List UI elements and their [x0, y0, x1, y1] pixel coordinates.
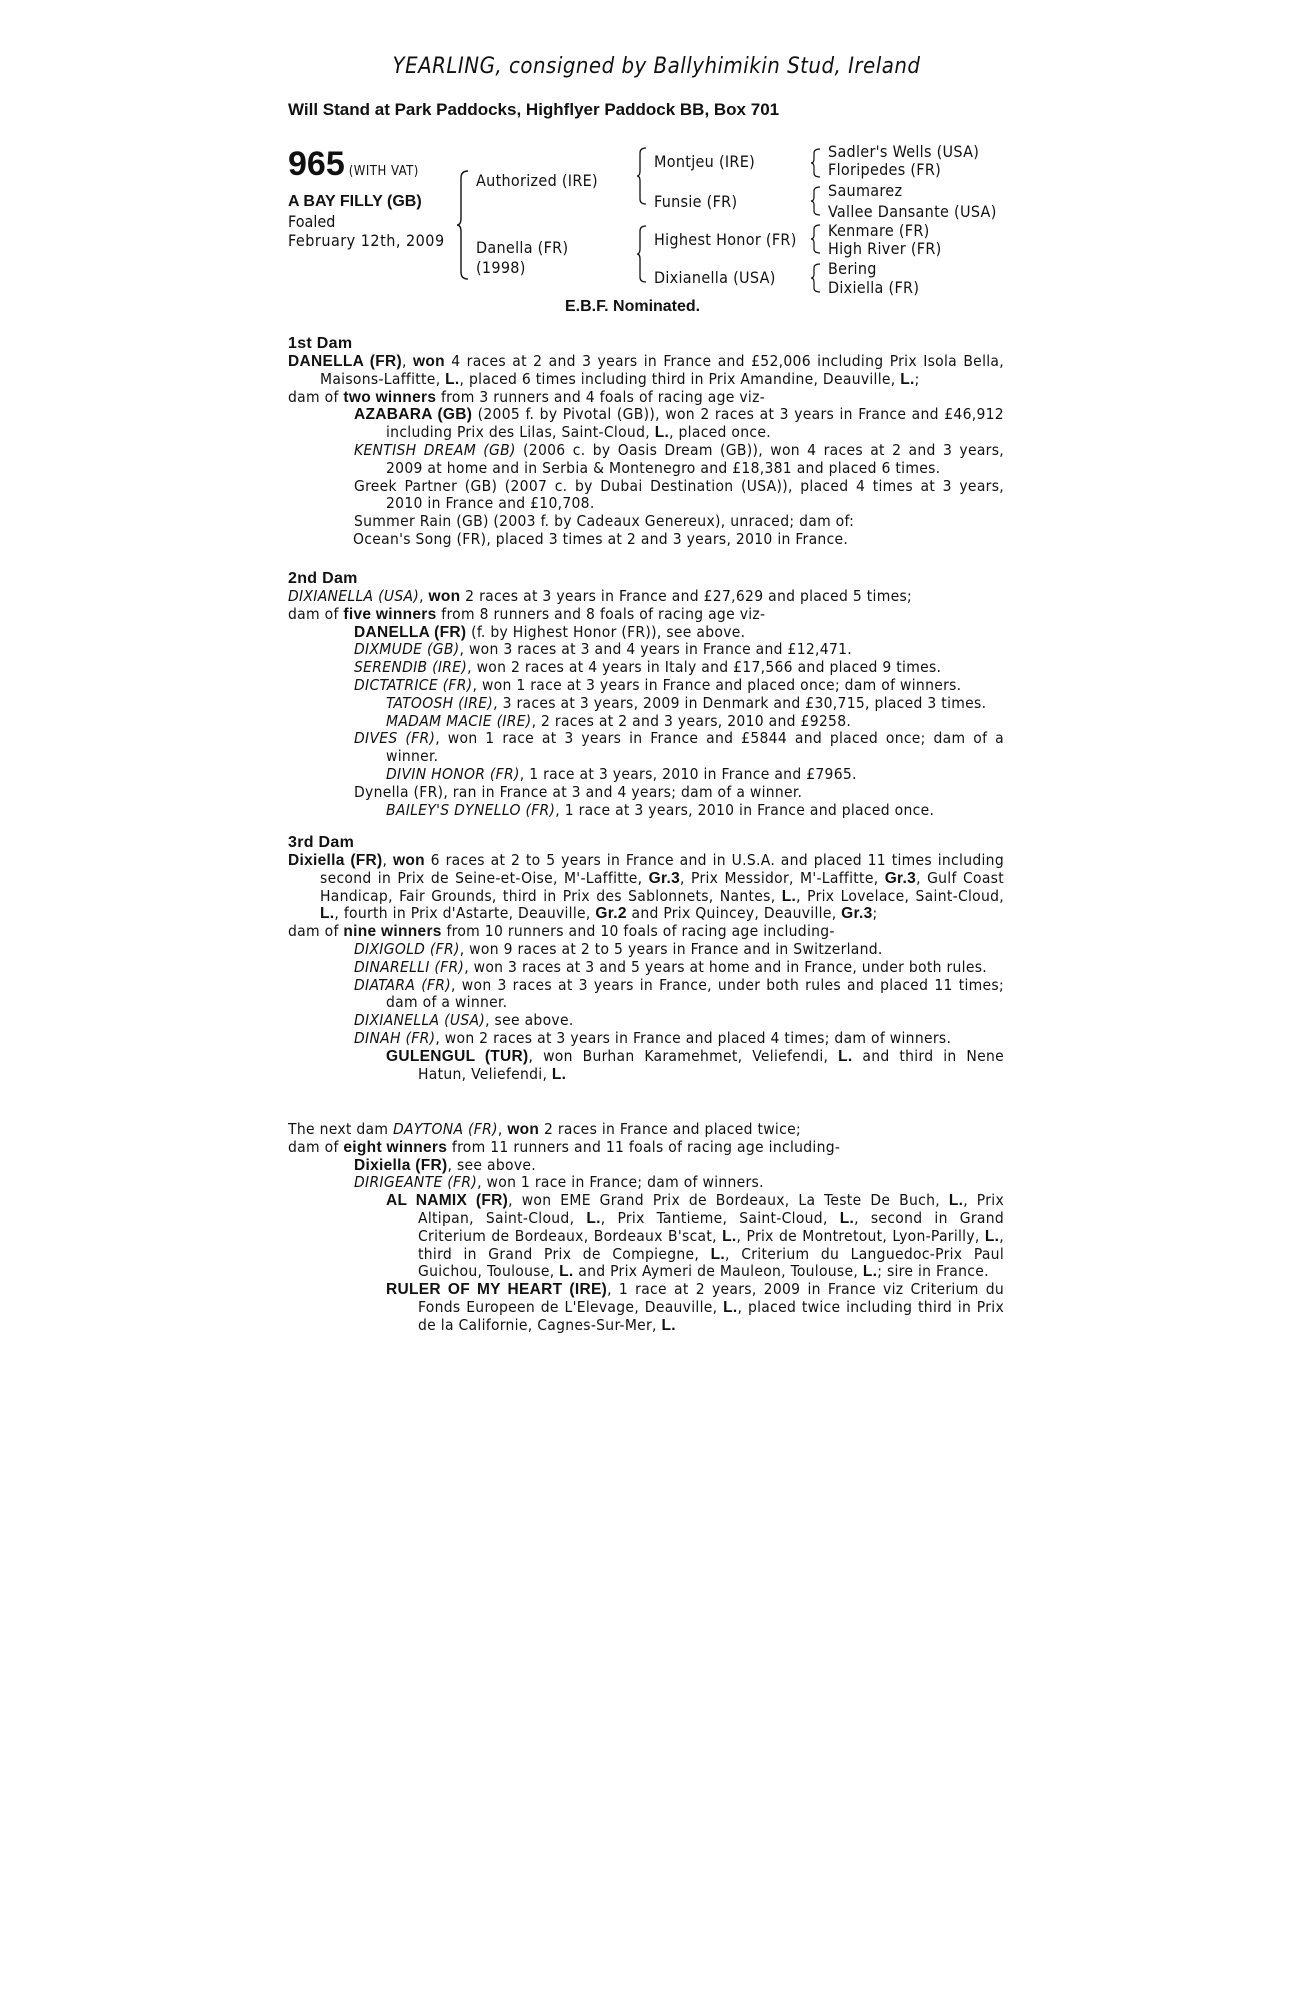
first-dam-title: 1st Dam [288, 335, 353, 352]
third-dam-produce-intro: dam of nine winners from 10 runners and 10 foals of racing age including- [288, 922, 835, 941]
third-dam-summary: Dixiella (FR), won 6 races at 2 to 5 years in France and in U.S.A. and placed 11 times including second in Prix de Seine-et-Oise, M'-Laffitte, Gr.3, Prix Messidor, M'-Laffitte, Gr.3, Gulf Coast Handicap, Fair Grounds, third in Prix des Sablonnets, Nantes, L., Prix Lovelace, Saint-Cloud, L., fourth in Prix d'Astarte, Deauville, Gr.2 and Prix Quincey, Deauville, Gr.3; [288, 851, 1005, 923]
pedigree-dam: Danella (FR) [476, 238, 569, 257]
produce-entry: DIXMUDE (GB), won 3 races at 3 and 4 years in France and £12,471. [354, 640, 853, 659]
pedigree-dam-year: (1998) [476, 258, 526, 277]
second-dam-title: 2nd Dam [288, 570, 358, 587]
second-dam-summary: DIXIANELLA (USA), won 2 races at 3 years in France and £27,629 and placed 5 times; [288, 587, 913, 605]
pedigree-dsd: High River (FR) [828, 239, 942, 258]
produce-sub-entry: GULENGUL (TUR), won Burhan Karamehmet, Veliefendi, L. and third in Nene Hatun, Veliefendi, L. [386, 1046, 1004, 1083]
produce-sub-entry: Ocean's Song (FR), placed 3 times at 2 and 3 years, 2010 in France. [353, 529, 849, 548]
produce-entry: DIXIGOLD (FR), won 9 races at 2 to 5 years in France and in Switzerland. [354, 939, 883, 958]
pedigree-ddd: Dixiella (FR) [828, 278, 920, 297]
produce-sub-entry: DIVIN HONOR (FR), 1 race at 3 years, 2010 in France and £7965. [386, 764, 857, 783]
pedigree-brace-dam [636, 225, 648, 283]
pedigree-brace-ss [810, 148, 822, 178]
third-dam-title: 3rd Dam [288, 834, 355, 851]
stand-location: Will Stand at Park Paddocks, Highflyer Paddock BB, Box 701 [288, 100, 780, 119]
second-dam-produce-intro: dam of five winners from 8 runners and 8 foals of racing age viz- [288, 604, 766, 623]
horse-name-ref: DANELLA (FR) [288, 353, 402, 370]
pedigree-brace-main [456, 170, 470, 280]
lot-number-block [288, 145, 419, 184]
foaled-label: Foaled [288, 212, 336, 231]
first-dam-summary: DANELLA (FR), won 4 races at 2 and 3 years in France and £52,006 including Prix Isola Bella, Maisons-Laffitte, L., placed 6 times including third in Prix Amandine, Deauville, L.; [288, 352, 1004, 388]
pedigree-brace-dd [810, 263, 822, 293]
produce-sub-entry: MADAM MACIE (IRE), 2 races at 2 and 3 years, 2010 and £9258. [386, 711, 852, 730]
third-dam-section [288, 834, 1004, 1083]
lot-number: 965 [288, 145, 345, 183]
produce-entry: DIRIGEANTE (FR), won 1 race in France; dam of winners. [354, 1173, 764, 1192]
produce-entry: DINAH (FR), won 2 races at 3 years in France and placed 4 times; dam of winners. [354, 1028, 952, 1047]
produce-sub-entry: RULER OF MY HEART (IRE), 1 race at 2 years, 2009 in France viz Criterium du Fonds Europeen de L'Elevage, Deauville, L., placed twice including third in Prix de la Californie, Cagnes-Sur-Mer, L. [386, 1280, 1005, 1334]
produce-entry: DANELLA (FR) (f. by Highest Honor (FR)), see above. [354, 622, 746, 641]
pedigree-sire: Authorized (IRE) [476, 171, 598, 190]
first-dam-produce-intro: dam of two winners from 3 runners and 4 foals of racing age viz- [288, 387, 766, 406]
produce-entry: DIATARA (FR), won 3 races at 3 years in France, under both rules and placed 11 times; dam of a winner. [354, 975, 1004, 1012]
pedigree-dss: Kenmare (FR) [828, 221, 930, 240]
vat-label: (WITH VAT) [348, 164, 419, 179]
foaled-date: February 12th, 2009 [288, 231, 445, 250]
produce-entry: AZABARA (GB) (2005 f. by Pivotal (GB)), won 2 races at 3 years in France and £46,912 including Prix des Lilas, Saint-Cloud, L., placed once. [354, 405, 1004, 442]
pedigree-sire-dam: Funsie (FR) [654, 192, 738, 211]
pedigree-dam-sire: Highest Honor (FR) [654, 230, 797, 249]
horse-name: A BAY FILLY (GB) [288, 193, 422, 210]
second-dam-section [288, 570, 1004, 819]
produce-entry: Greek Partner (GB) (2007 c. by Dubai Destination (USA)), placed 4 times at 3 years, 2010 in France and £10,708. [354, 476, 1004, 513]
produce-entry: SERENDIB (IRE), won 2 races at 4 years in Italy and £17,566 and placed 9 times. [354, 658, 942, 677]
next-dam-produce-intro: dam of eight winners from 11 runners and 11 foals of racing age including- [288, 1137, 841, 1156]
produce-entry: DIXIANELLA (USA), see above. [354, 1011, 574, 1030]
pedigree-sdd: Vallee Dansante (USA) [828, 202, 997, 221]
page-header: YEARLING, consigned by Ballyhimikin Stud, Ireland [392, 54, 921, 79]
produce-entry: DICTATRICE (FR), won 1 race at 3 years in France and placed once; dam of winners. [354, 675, 962, 694]
pedigree-brace-sd [810, 186, 822, 216]
pedigree-brace-ds [810, 224, 822, 254]
pedigree-ssd: Floripedes (FR) [828, 160, 942, 179]
produce-entry: Dynella (FR), ran in France at 3 and 4 years; dam of a winner. [354, 782, 803, 801]
pedigree-sds: Saumarez [828, 181, 903, 200]
produce-entry: DIVES (FR), won 1 race at 3 years in France and £5844 and placed once; dam of a winner. [354, 729, 1004, 766]
first-dam-section [288, 335, 1004, 549]
produce-sub-entry: TATOOSH (IRE), 3 races at 3 years, 2009 in Denmark and £30,715, placed 3 times. [386, 693, 987, 712]
produce-entry: Summer Rain (GB) (2003 f. by Cadeaux Genereux), unraced; dam of: [354, 512, 855, 531]
produce-sub-entry: AL NAMIX (FR), won EME Grand Prix de Bordeaux, La Teste De Buch, L., Prix Altipan, Saint-Cloud, L., Prix Tantieme, Saint-Cloud, L., second in Grand Criterium de Bordeaux, Bordeaux B'scat, L., Prix de Montretout, Lyon-Parilly, L., third in Grand Prix de Compiegne, L., Criterium du Languedoc-Prix Paul Guichou, Toulouse, L. and Prix Aymeri de Mauleon, Toulouse, L.; sire in France. [386, 1191, 1004, 1281]
pedigree-dam-dam: Dixianella (USA) [654, 268, 776, 287]
produce-sub-entry: BAILEY'S DYNELLO (FR), 1 race at 3 years, 2010 in France and placed once. [386, 800, 935, 819]
next-dam-section [288, 1121, 1004, 1335]
pedigree-brace-sire [636, 147, 648, 205]
produce-entry: DINARELLI (FR), won 3 races at 3 and 5 years at home and in France, under both rules. [354, 957, 987, 976]
ebf-nominated: E.B.F. Nominated. [565, 298, 701, 315]
pedigree-sire-sire: Montjeu (IRE) [654, 152, 756, 171]
pedigree-dds: Bering [828, 259, 877, 278]
produce-entry: Dixiella (FR), see above. [354, 1155, 536, 1174]
next-dam-summary: The next dam DAYTONA (FR), won 2 races in France and placed twice; [288, 1120, 801, 1138]
produce-entry: KENTISH DREAM (GB) (2006 c. by Oasis Dream (GB)), won 4 races at 2 and 3 years, 2009 at home and in Serbia & Montenegro and £18,381 and placed 6 times. [354, 440, 1004, 477]
pedigree-sss: Sadler's Wells (USA) [828, 142, 980, 161]
